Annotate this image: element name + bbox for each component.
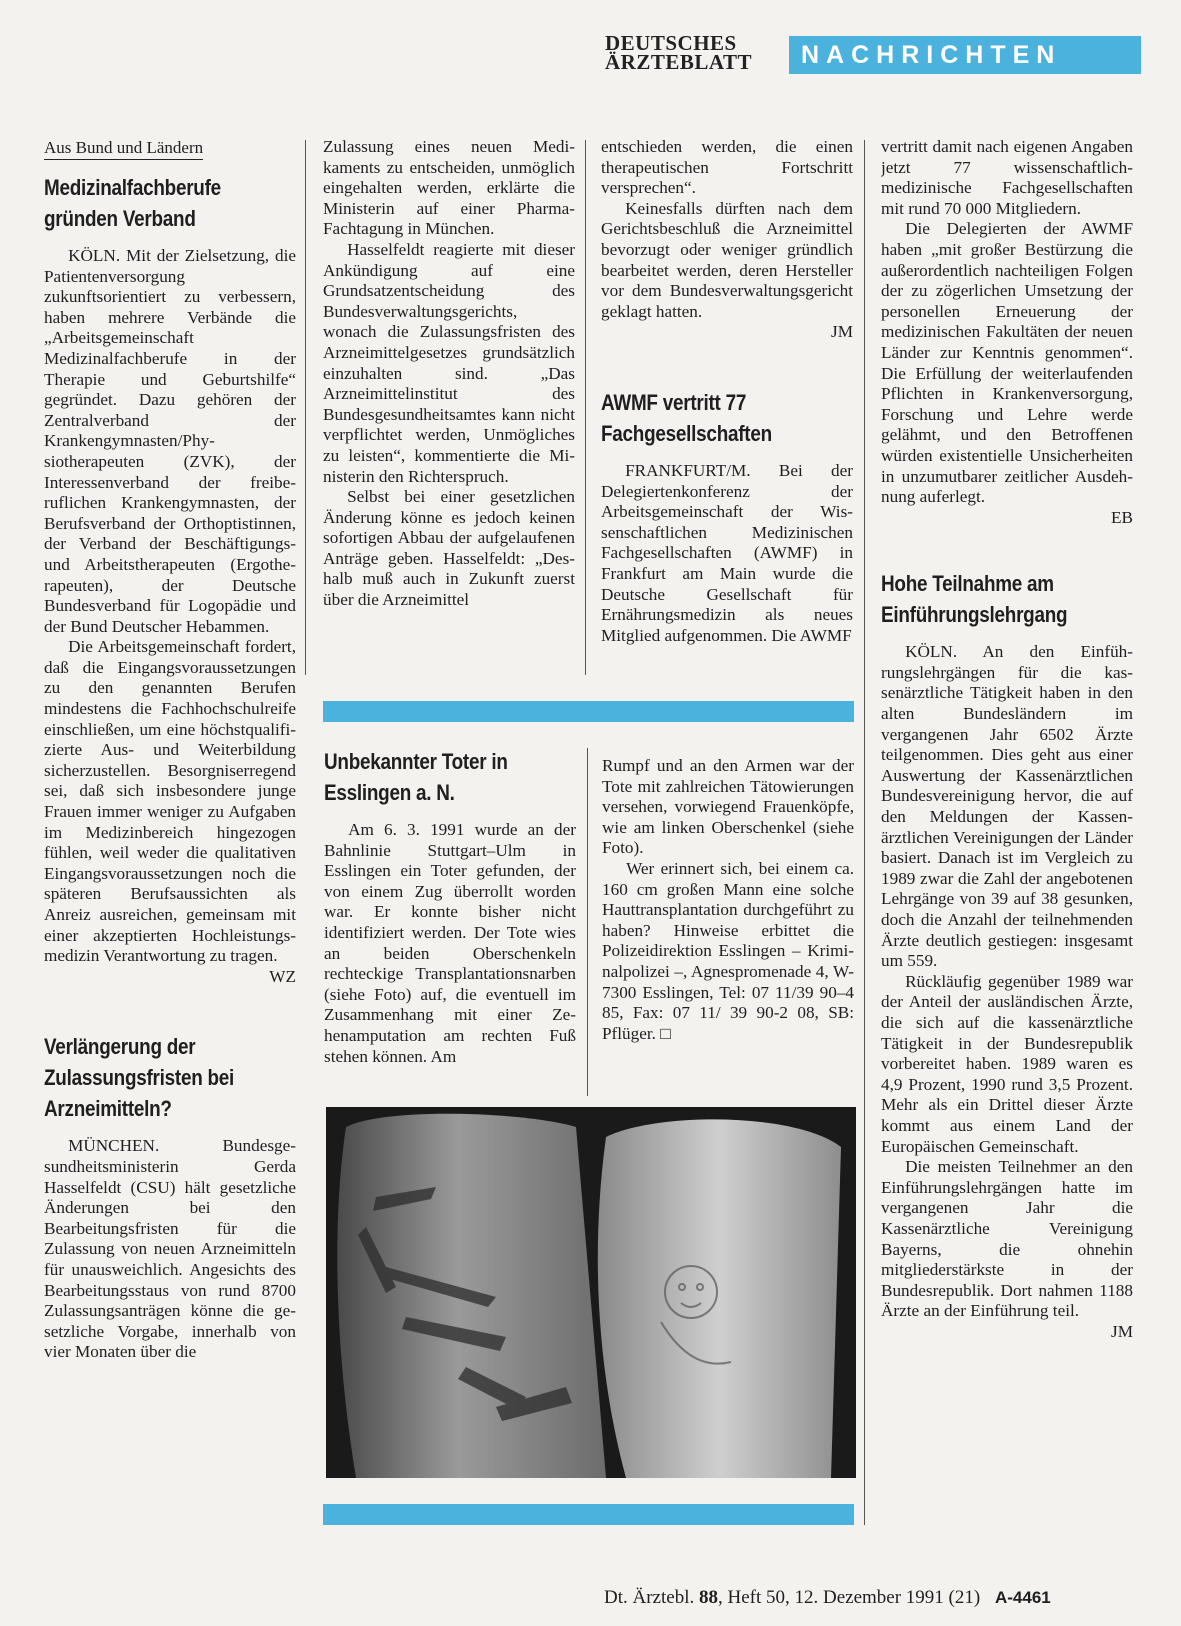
column-3 xyxy=(601,137,853,677)
column-rule xyxy=(585,140,586,675)
paragraph: vertritt damit nach eigenen Angaben jetzt 77 wissenschaftlich-medizinische Fachgesellschaften mit rund 70 000 Mitgliedern. xyxy=(881,137,1133,218)
tattoo-photo xyxy=(326,1107,856,1478)
box-right-column xyxy=(602,756,854,1101)
box-column-rule xyxy=(587,748,588,1096)
paragraph: Die Delegierten der AWMF haben „mit großer Bestürzung die außerordentlich nachteiligen Folgen der zu zögerlichen Umsetzung der personellen Erneuerung der medizinischen Fakultäten der neuen Länder zur Kenntnis genommen“. Die Erfüllung der weiterlaufenden Pflichten in Krankenversorgung, Forschung und Lehre werde gelähmt, und den Betroffenen würden existentielle Unsicherheiten in unzumutbarer zeitlicher Ausdehnung auferlegt. xyxy=(881,219,1133,507)
headline-unbekannter-toter: Unbekannter Toter in Esslingen a. N. xyxy=(324,749,508,805)
paragraph: Wer erinnert sich, bei einem ca. 160 cm großen Mann eine solche Hauttransplantation durchgeführt zu haben? Hinweise erbittet die Polizeidirektion Esslingen – Kriminalpolizei –, Agnespromenade 4, W-7300 Esslingen, Tel: 07 11/39 90–4 85, Fax: 07 11/ 39 90-2 08, SB: Pflüger. □ xyxy=(602,858,854,1043)
paragraph: Rumpf und an den Armen war der Tote mit zahlreichen Tätowierungen versehen, vorwiegend Frauenköpfe, wie am linken Oberschenkel (siehe Foto). xyxy=(602,756,854,858)
paragraph: Zulassung eines neuen Medikaments zu entscheiden, unmöglich eingehalten werden, erklärte die Ministerin auf einer Pharma-Fachtagung in München. xyxy=(323,137,575,239)
paragraph: Am 6. 3. 1991 wurde an der Bahnlinie Stuttgart–Ulm in Esslingen ein Toter gefunden, der von einem Zug überrollt worden war. Er konnte bisher nicht identifiziert werden. Der Tote wies an beiden Oberschenkeln rechteckige Transplantationsnarben (siehe Foto) auf, die eventuell im Zusammenhang mit einer Zehenamputation am rechten Fuß stehen können. Am xyxy=(324,820,576,1066)
paragraph: KÖLN. Mit der Zielsetzung, die Patientenversorgung zukunftsorientiert zu verbessern, haben mehrere Verbände die „Arbeitsgemeinschaft Medizinalfachberufe in der Therapie und Geburtshilfe“ gegründet. Dazu gehören der Zentralverband der Krankengymnasten/Physiotherapeuten (ZVK), der Interessenverband der freiberuflichen Krankengymnasten, der Berufsverband der Orthoptistinnen, der Verband der Beschäftigungs- und Arbeitstherapeuten (Ergotherapeuten), der Deutsche Bundesverband für Logopädie und der Bund Deutscher Hebammen. xyxy=(44,246,296,636)
paragraph: Die Arbeitsgemeinschaft fordert, daß die Eingangsvoraussetzungen zu den genannten Berufen mindestens die Fachhochschulreife einschließen, um eine höchstqualifizierte Aus- und Weiterbildung sicherzustellen. Besorgniserregend sei, daß sich insbesondere junge Frauen immer weniger zu Aufgaben im Medizinbereich hingezogen fühlen, weil weder die qualitativen Eingangsvoraussetzungen noch die späteren Berufsaussichten als Anreiz ausreichen, gemeinsam mit einer akzeptierten Hochleistungsmedizin Verantwortung zu tragen. xyxy=(44,637,296,966)
box-left-column xyxy=(324,742,576,1097)
headline-medizinalfachberufe: Medizinalfachberufe gründen Verband xyxy=(44,175,221,231)
headline-awmf: AWMF vertritt 77 Fachgesellschaften xyxy=(601,389,772,446)
paragraph: entschieden werden, die einen therapeutischen Fortschritt versprechen“. xyxy=(601,137,853,198)
paragraph: KÖLN. An den Einführungslehrgängen für die kassenärztliche Tätigkeit haben in den alten Bundesländern im vergangenen Jahr 6502 Ärzte teilgenommen. Dies geht aus einer Auswertung der Kassenärztlichen Bundesvereinigung hervor, die auf den Meldungen der Kassenärztlichen Vereinigungen der Länder basiert. Danach ist im Vergleich zu 1989 zwar die Zahl der angebotenen Lehrgänge von 39 auf 38 gesunken, doch die Anzahl der teilnehmenden Ärzte deutlich gestiegen: insgesamt um 559. xyxy=(881,642,1133,971)
footer-volume: 88 xyxy=(698,1587,718,1608)
masthead-logo xyxy=(605,31,752,74)
box-top-bar xyxy=(323,701,854,722)
headline-einfuehrungslehrgang: Hohe Teilnahme am Einführungslehrgang xyxy=(881,571,1068,628)
box-bottom-bar xyxy=(323,1504,854,1525)
paragraph: Hasselfeldt reagierte mit dieser Ankündigung auf eine Grundsatzentscheidung des Bundesverwaltungsgerichts, wonach die Zulassungsfristen des Arzneimittelgesetzes grundsätzlich einzuhalten sind. „Das Arzneimittelinstitut des Bundesgesundheitsamtes kann nicht verpflichtet werden, Unmögliches zu leisten“, kommentierte die Ministerin den Richterspruch. xyxy=(323,239,575,486)
footer-issue: , Heft 50, 12. Dezember 1991 (21) xyxy=(717,1587,981,1608)
masthead-line2: ÄRZTEBLATT xyxy=(605,50,752,74)
thighs-photo-graphic xyxy=(326,1107,856,1478)
page-footer xyxy=(604,1587,1051,1609)
masthead-line1: DEUTSCHES xyxy=(605,31,737,55)
section-label: Aus Bund und Ländern xyxy=(44,137,203,160)
paragraph: Die meisten Teilnehmer an den Einführungslehrgängen hatte im vergangenen Jahr die Kassenärztliche Vereinigung Bayerns, die ohnehin mitgliederstärkste in der Bundesrepublik. Dort nahmen 1188 Ärzte an der Einführung teil. xyxy=(881,1157,1133,1321)
paragraph: MÜNCHEN. Bundesgesundheitsministerin Gerda Hasselfeldt (CSU) hält gesetzliche Änderungen bei den Bearbeitungsfristen für die Zulassung von neuen Arzneimitteln für unausweichlich. Angesichts des Bearbeitungsstaus von rund 8700 Zulassungsanträgen könne die gesetzliche Vorgabe, innerhalb von vier Monaten über die xyxy=(44,1136,296,1362)
signature: JM xyxy=(1111,1321,1133,1341)
column-2 xyxy=(323,137,575,677)
paragraph: FRANKFURT/M. Bei der Delegiertenkonferenz der Arbeitsgemeinschaft der Wissenschaftlichen Medizinischen Fachgesellschaften (AWMF) in Frankfurt am Main wurde die Deutsche Gesellschaft für Ernährungsmedizin als neues Mitglied aufgenommen. Die AWMF xyxy=(601,460,853,645)
signature: WZ xyxy=(269,966,296,986)
footer-journal: Dt. Ärztebl. xyxy=(604,1587,695,1608)
footer-page-code: A-4461 xyxy=(994,1588,1051,1607)
paragraph: Keinesfalls dürften nach dem Gerichtsbeschluß die Arzneimittel bevorzugt oder weniger gründlich bearbeitet werden, deren Hersteller vor dem Bundesverwaltungsgericht geklagt hatten. xyxy=(601,198,853,321)
column-rule xyxy=(305,140,306,675)
headline-zulassungsfristen: Verlängerung der Zulassungsfristen bei Arzneimitteln? xyxy=(44,1034,235,1122)
column-1 xyxy=(44,137,296,1522)
section-banner: NACHRICHTEN xyxy=(789,36,1141,74)
paragraph: Rückläufig gegenüber 1989 war der Anteil der ausländischen Ärzte, die sich auf die kassenärztliche Tätigkeit in der Bundesrepublik vorbereitet haben. 1989 waren es 4,9 Prozent, 1990 rund 3,5 Prozent. Mehr als ein Drittel dieser Ärzte kommt aus einem Land der Europäischen Gemeinschaft. xyxy=(881,971,1133,1156)
column-4 xyxy=(881,137,1133,1527)
paragraph: Selbst bei einer gesetzlichen Änderung könne es jedoch keinen sofortigen Abbau der aufgelaufenen Anträge geben. Hasselfeldt: „Deshalb muß auch in Zukunft zuerst über die Arzneimittel xyxy=(323,487,575,610)
signature: JM xyxy=(831,322,853,342)
column-rule xyxy=(864,140,865,1525)
signature: EB xyxy=(1111,507,1133,527)
